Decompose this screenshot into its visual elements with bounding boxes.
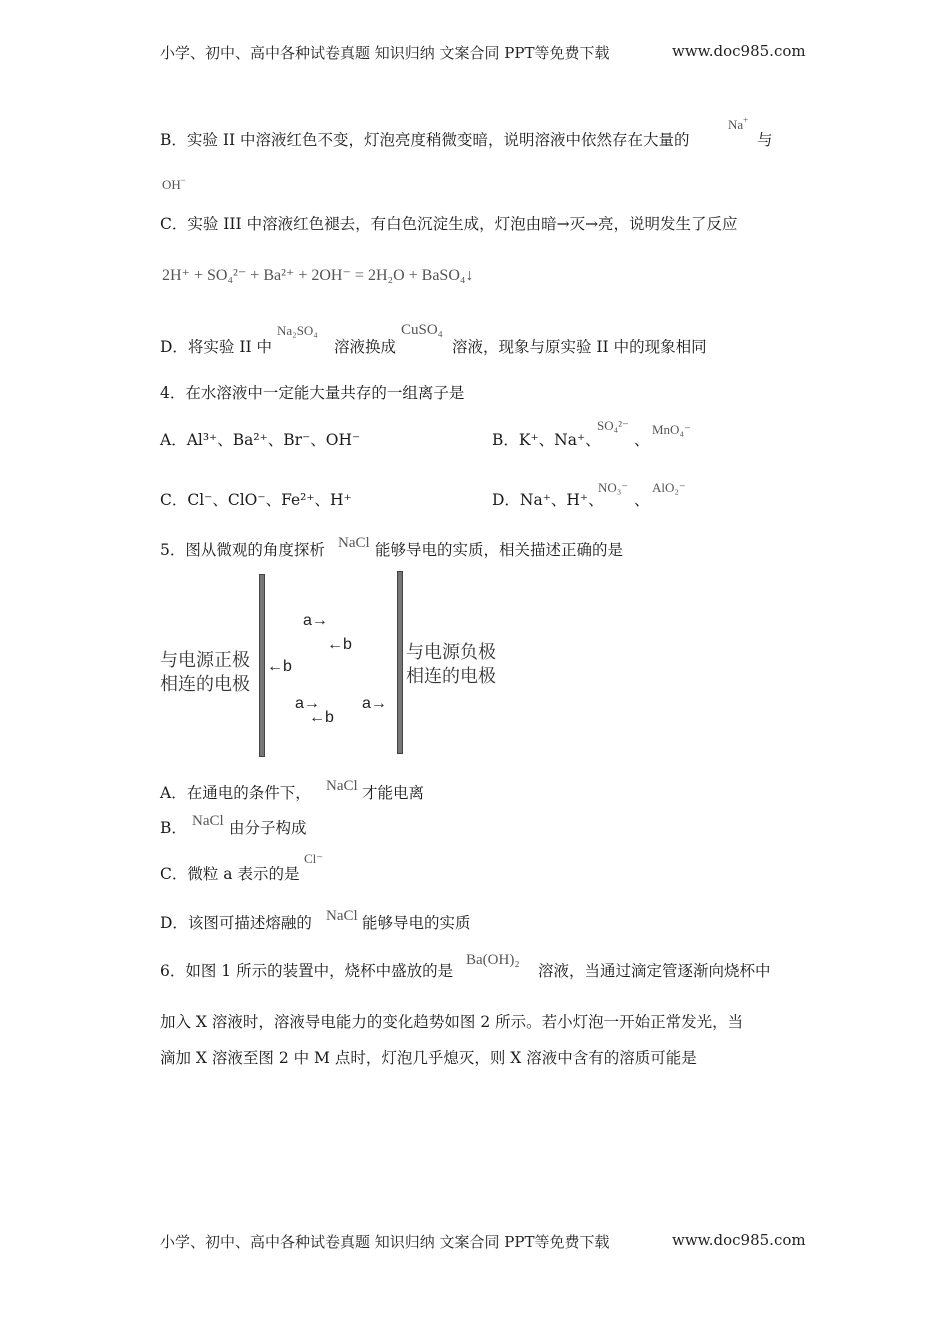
q6-line3: 滴加 X 溶液至图 2 中 M 点时，灯泡几乎熄灭，则 X 溶液中含有的溶质可能是 <box>160 1049 697 1067</box>
q5-b-formula: NaCl <box>192 813 224 829</box>
particle-a-1: a→ <box>303 612 328 629</box>
particle-a-3: a→ <box>362 695 387 712</box>
q3-d-formula2: CuSO₄ <box>401 322 443 338</box>
q5-stem-formula: NaCl <box>338 535 370 551</box>
q3-d-a: D．将实验 II 中 <box>160 338 273 356</box>
q5-stem-b: 能够导电的实质，相关描述正确的是 <box>375 541 624 559</box>
header-left: 小学、初中、高中各种试卷真题 知识归纳 文案合同 PPT等免费下载 <box>160 44 610 62</box>
footer-url[interactable]: www.doc985.com <box>672 1231 806 1249</box>
q3-b-text: B．实验 II 中溶液红色不变，灯泡亮度稍微变暗，说明溶液中依然存在大量的 <box>160 131 690 149</box>
q6-line2: 加入 X 溶液时，溶液导电能力的变化趋势如图 2 所示。若小灯泡一开始正常发光，当 <box>160 1013 744 1031</box>
q3-option-b <box>160 130 690 150</box>
q4-option-c: C．Cl⁻、ClO⁻、Fe²⁺、H⁺ <box>160 491 352 509</box>
q5-d-b: 能够导电的实质 <box>362 914 471 932</box>
q5-c-a: C．微粒 a 表示的是 <box>160 865 300 883</box>
q6-line1-b: 溶液，当通过滴定管逐渐向烧杯中 <box>538 962 771 980</box>
q5-d-formula: NaCl <box>326 908 358 924</box>
right-label-1: 与电源负极 <box>406 642 496 663</box>
q3-option-c: C．实验 III 中溶液红色褪去，有白色沉淀生成，灯泡由暗→灭→亮，说明发生了反应 <box>160 215 738 233</box>
left-label-1: 与电源正极 <box>160 650 250 671</box>
particle-b-2: ←b <box>267 658 292 675</box>
footer-left: 小学、初中、高中各种试卷真题 知识归纳 文案合同 PPT等免费下载 <box>160 1233 610 1251</box>
particle-a-2: a→ <box>295 695 320 712</box>
q6-line1-a: 6．如图 1 所示的装置中，烧杯中盛放的是 <box>160 962 454 980</box>
q3-b-and: 与 <box>757 131 773 149</box>
q5-b-b: 由分子构成 <box>229 819 307 837</box>
q3-c-equation: 2H⁺ + SO₄²⁻ + Ba²⁺ + 2OH⁻ = 2H₂O + BaSO₄↓ <box>162 267 474 284</box>
q4-stem: 4．在水溶液中一定能大量共存的一组离子是 <box>160 384 465 402</box>
q3-b-na: Na+ <box>728 115 749 132</box>
q3-d-b: 溶液换成 <box>334 338 397 356</box>
q4-b-f1: SO₄²⁻ <box>597 418 629 433</box>
q4-option-a: A．Al³⁺、Ba²⁺、Br⁻、OH⁻ <box>160 431 361 449</box>
left-label-2: 相连的电极 <box>160 674 250 695</box>
right-label-2: 相连的电极 <box>406 666 496 687</box>
q3-d-c: 溶液，现象与原实验 II 中的现象相同 <box>452 338 707 356</box>
q4-d-f1: NO₃⁻ <box>598 480 629 495</box>
q5-stem-a: 5．图从微观的角度探析 <box>160 541 325 559</box>
q3-b-oh: OH− <box>162 175 186 192</box>
q5-b-a: B． <box>160 819 187 837</box>
q4-b-sep: 、 <box>634 431 650 449</box>
q4-d-sep: 、 <box>634 491 650 509</box>
q4-b-f2: MnO₄⁻ <box>652 422 691 437</box>
negative-electrode <box>397 571 403 754</box>
header-url[interactable]: www.doc985.com <box>672 42 806 60</box>
q5-d-a: D．该图可描述熔融的 <box>160 914 312 932</box>
q5-a-a: A．在通电的条件下， <box>160 784 311 802</box>
q6-line1-formula: Ba(OH)₂ <box>466 952 520 968</box>
q4-option-b: B．K⁺、Na⁺、 <box>492 431 601 449</box>
q5-a-formula: NaCl <box>326 778 358 794</box>
electrolysis-diagram <box>155 565 515 765</box>
positive-electrode <box>259 574 265 757</box>
q5-c-formula: Cl⁻ <box>304 851 324 866</box>
q4-option-d: D．Na⁺、H⁺、 <box>492 491 604 509</box>
particle-b-1: ←b <box>327 636 352 653</box>
q4-d-f2: AlO₂⁻ <box>652 480 686 495</box>
particle-b-3: ←b <box>309 709 334 726</box>
q3-d-formula1: Na₂SO₄ <box>277 323 318 338</box>
q5-a-b: 才能电离 <box>362 784 425 802</box>
